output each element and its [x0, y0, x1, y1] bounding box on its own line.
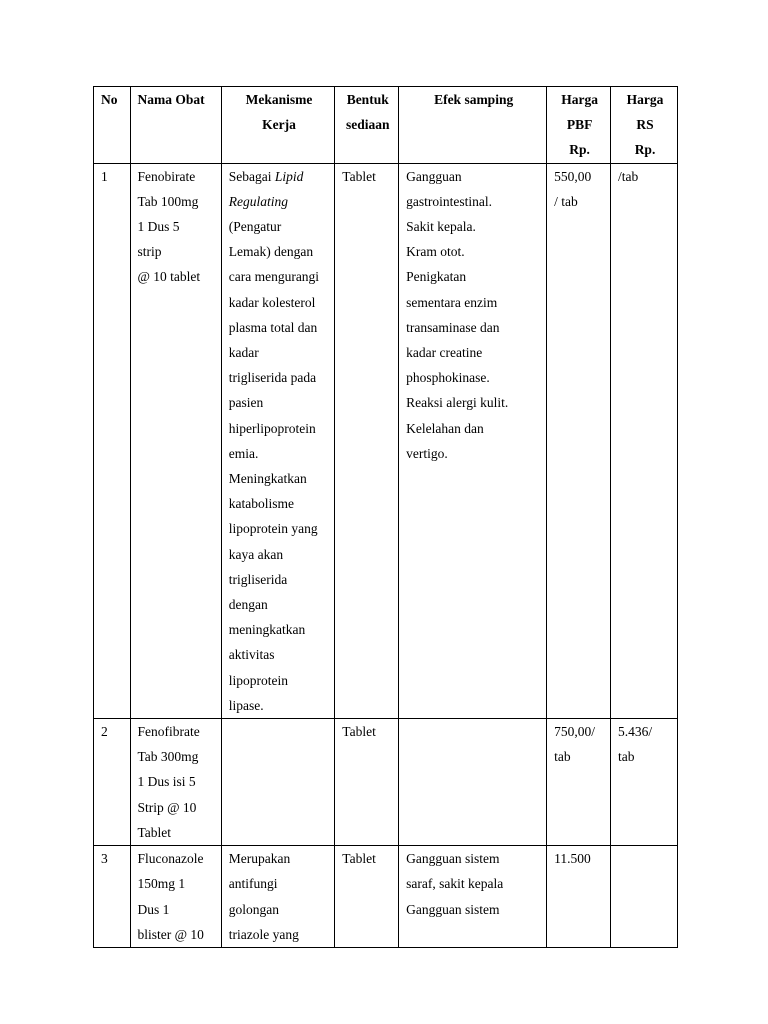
- table-row: [94, 719, 678, 846]
- header-harga-rs: Harga RS Rp.: [611, 87, 678, 164]
- header-nama-obat: Nama Obat: [130, 87, 221, 164]
- header-mekanisme: Mekanisme Kerja: [221, 87, 335, 164]
- cell-nama-obat: Fenofibrate Tab 300mg 1 Dus isi 5 Strip @ 10 Tablet: [130, 719, 221, 846]
- cell-bentuk: Tablet: [335, 163, 399, 718]
- cell-bentuk: Tablet: [335, 719, 399, 846]
- cell-mekanisme: [221, 719, 335, 846]
- header-bentuk: Bentuk sediaan: [335, 87, 399, 164]
- cell-efek: Gangguan gastrointestinal. Sakit kepala. Kram otot. Penigkatan sementara enzim transaminase dan kadar creatine phosphokinase. Reaksi alergi kulit. Kelelahan dan vertigo.: [399, 163, 547, 718]
- cell-harga-pbf: 550,00 / tab: [547, 163, 611, 718]
- header-no: No: [94, 87, 131, 164]
- cell-no: 1: [94, 163, 131, 718]
- cell-harga-rs: /tab: [611, 163, 678, 718]
- cell-harga-pbf: 750,00/ tab: [547, 719, 611, 846]
- table-row: [94, 163, 678, 718]
- cell-nama-obat: Fluconazole 150mg 1 Dus 1 blister @ 10: [130, 846, 221, 948]
- cell-mekanisme: Merupakan antifungi golongan triazole yang: [221, 846, 335, 948]
- cell-efek: Gangguan sistem saraf, sakit kepala Gangguan sistem: [399, 846, 547, 948]
- cell-bentuk: Tablet: [335, 846, 399, 948]
- cell-harga-rs: 5.436/ tab: [611, 719, 678, 846]
- header-harga-pbf: Harga PBF Rp.: [547, 87, 611, 164]
- cell-harga-pbf: 11.500: [547, 846, 611, 948]
- header-efek: Efek samping: [399, 87, 547, 164]
- table-row: [94, 846, 678, 948]
- header-row: [94, 87, 678, 164]
- cell-efek: [399, 719, 547, 846]
- cell-nama-obat: Fenobirate Tab 100mg 1 Dus 5 strip @ 10 tablet: [130, 163, 221, 718]
- cell-no: 2: [94, 719, 131, 846]
- cell-no: 3: [94, 846, 131, 948]
- drug-table: [93, 86, 678, 948]
- cell-mekanisme: Sebagai Lipid Regulating (Pengatur Lemak) dengan cara mengurangi kadar kolesterol plasma total dan kadar trigliserida pada pasien hiperlipoprotein emia. Meningkatkan katabolisme lipoprotein yang kaya akan trigliserida dengan meningkatkan aktivitas lipoprotein lipase.: [221, 163, 335, 718]
- cell-harga-rs: [611, 846, 678, 948]
